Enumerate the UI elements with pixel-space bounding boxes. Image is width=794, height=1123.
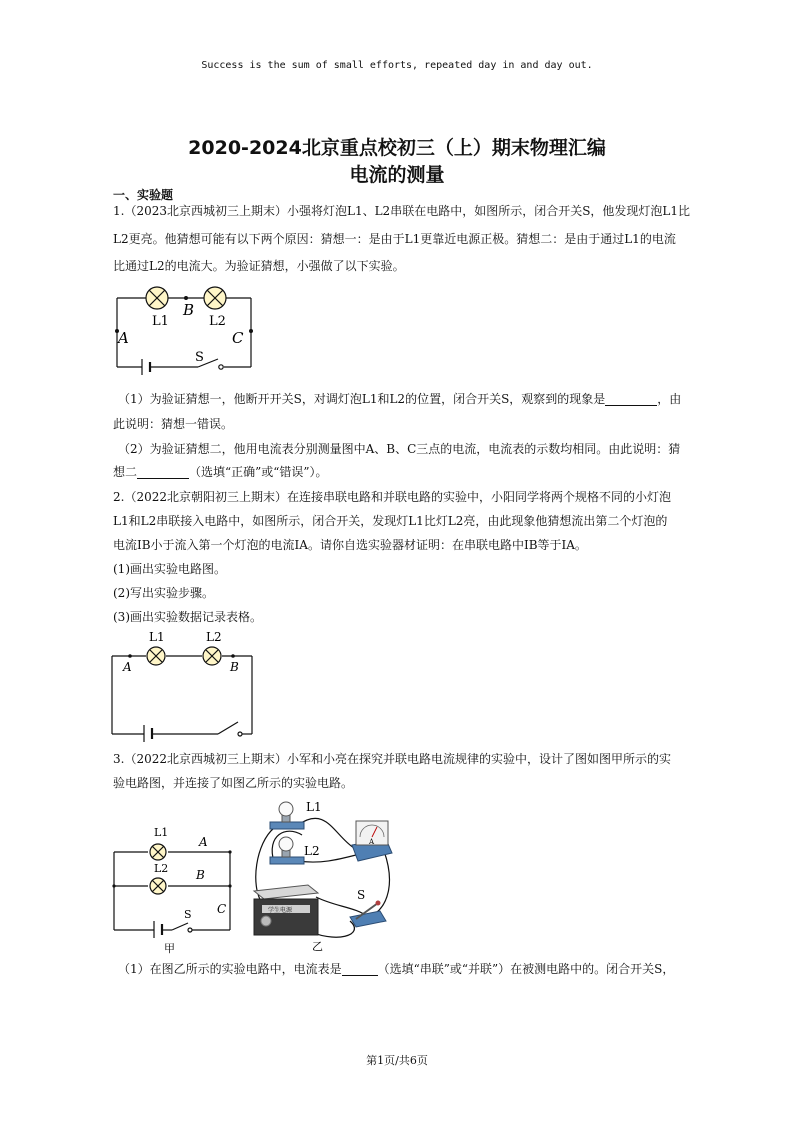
q3-yi-label-l2: L2: [304, 844, 320, 858]
q3-figure-yi: [246, 795, 406, 955]
q3-yi-ammeter: [352, 821, 392, 861]
q1-sub1-line1: [118, 392, 681, 406]
q3-yi-lamp-l1: [270, 802, 304, 829]
q1-sub2-line1: （2）为验证猜想二，他用电流表分别测量图中A、B、C三点的电流，电流表的示数均相同。由此说明：猜: [118, 442, 681, 456]
q3-jia-label-s: S: [184, 908, 192, 921]
header-motto: Success is the sum of small efforts, repeated day in and day out.: [201, 60, 593, 71]
q1-line-2: L2更亮。他猜想可能有以下两个原因：猜想一：是由于L1更靠近电源正极。猜想二：是由于通过L1的电流: [113, 232, 676, 246]
q2-label-b: B: [230, 660, 239, 674]
q1-sub2-text: 想二: [113, 465, 138, 479]
q1-sub2-line2: [113, 465, 328, 479]
q2-step-1: (1)画出实验电路图。: [113, 562, 226, 576]
q2-line-2: L1和L2串联接入电路中，如图所示，闭合开关，发现灯L1比灯L2亮，由此现象他猜想流出第二个灯泡的: [113, 514, 668, 528]
q1-line-1: 1.（2023北京西城初三上期末）小强将灯泡L1、L2串联在电路中，如图所示，闭合开关S，他发现灯泡L1比: [113, 204, 691, 218]
section-heading: 一、实验题: [113, 188, 174, 202]
q3-sub1-tail: （选填“串联”或“并联”）在被测电路中的。闭合开关S，: [377, 962, 675, 976]
q1-label-b: B: [183, 301, 195, 319]
document-title: 2020-2024北京重点校初三（上）期末物理汇编: [188, 137, 606, 159]
q1-label-a: A: [118, 329, 129, 347]
q1-sub2-tail: （选填“正确”或“错误”）。: [189, 465, 328, 479]
q3-sub1-text: （1）在图乙所示的实验电路中，电流表是: [118, 962, 342, 976]
q2-step-2: (2)写出实验步骤。: [113, 586, 214, 600]
q1-sub1-line2: 此说明：猜想一错误。: [113, 417, 234, 431]
q1-label-l1: L1: [152, 314, 169, 329]
q3-figure-jia: [110, 822, 240, 957]
q3-yi-label-l1: L1: [306, 800, 322, 814]
q2-step-3: (3)画出实验数据记录表格。: [113, 610, 262, 624]
q3-yi-switch: [350, 901, 386, 928]
q3-yi-label-s: S: [357, 888, 366, 902]
q1-sub1-answer-blank[interactable]: [605, 393, 657, 406]
q2-label-l1: L1: [149, 630, 165, 644]
q3-jia-label-a: A: [199, 835, 208, 849]
q3-jia-label-l1: L1: [154, 826, 169, 839]
q2-line-3: 电流IB小于流入第一个灯泡的电流IA。请你自选实验器材证明：在串联电路中IB等于IA。: [113, 538, 587, 552]
q3-jia-label-b: B: [196, 868, 205, 882]
q3-jia-caption: 甲: [164, 942, 175, 955]
q3-yi-power-supply: [254, 885, 318, 935]
q3-yi-ammeter-symbol: A: [369, 838, 375, 846]
q2-line-1: 2.（2022北京朝阳初三上期末）在连接串联电路和并联电路的实验中，小阳同学将两个规格不同的小灯泡: [113, 490, 671, 504]
q3-yi-lamp-l2: [270, 837, 304, 864]
q3-line-1: 3.（2022北京西城初三上期末）小军和小亮在探究并联电路电流规律的实验中，设计了图如图甲所示的实: [113, 752, 671, 766]
q3-sub1-line1: [118, 962, 674, 976]
q1-sub1-tail: ，由: [657, 392, 682, 406]
document-subtitle: 电流的测量: [349, 164, 445, 186]
q3-sub1-answer-blank[interactable]: [342, 963, 378, 976]
q1-label-s: S: [195, 350, 204, 365]
q3-line-2: 验电路图，并连接了如图乙所示的实验电路。: [113, 776, 354, 790]
q2-circuit-diagram: [110, 628, 260, 738]
q2-label-a: A: [123, 660, 132, 674]
q3-jia-label-c: C: [217, 902, 227, 916]
q2-label-l2: L2: [206, 630, 222, 644]
q1-label-c: C: [232, 329, 244, 347]
q1-circuit-diagram: [110, 285, 260, 380]
q3-jia-label-l2: L2: [154, 862, 169, 875]
q1-line-3: 比通过L2的电流大。为验证猜想，小强做了以下实验。: [113, 259, 405, 273]
q1-sub1-text: （1）为验证猜想一，他断开开关S，对调灯泡L1和L2的位置，闭合开关S，观察到的现象是: [118, 392, 606, 406]
page-footer: 第1页/共6页: [366, 1054, 428, 1067]
q1-sub2-answer-blank[interactable]: [137, 466, 189, 479]
q3-yi-caption: 乙: [312, 940, 323, 953]
q3-yi-power-label: 学生电源: [268, 907, 293, 914]
q1-label-l2: L2: [209, 314, 226, 329]
